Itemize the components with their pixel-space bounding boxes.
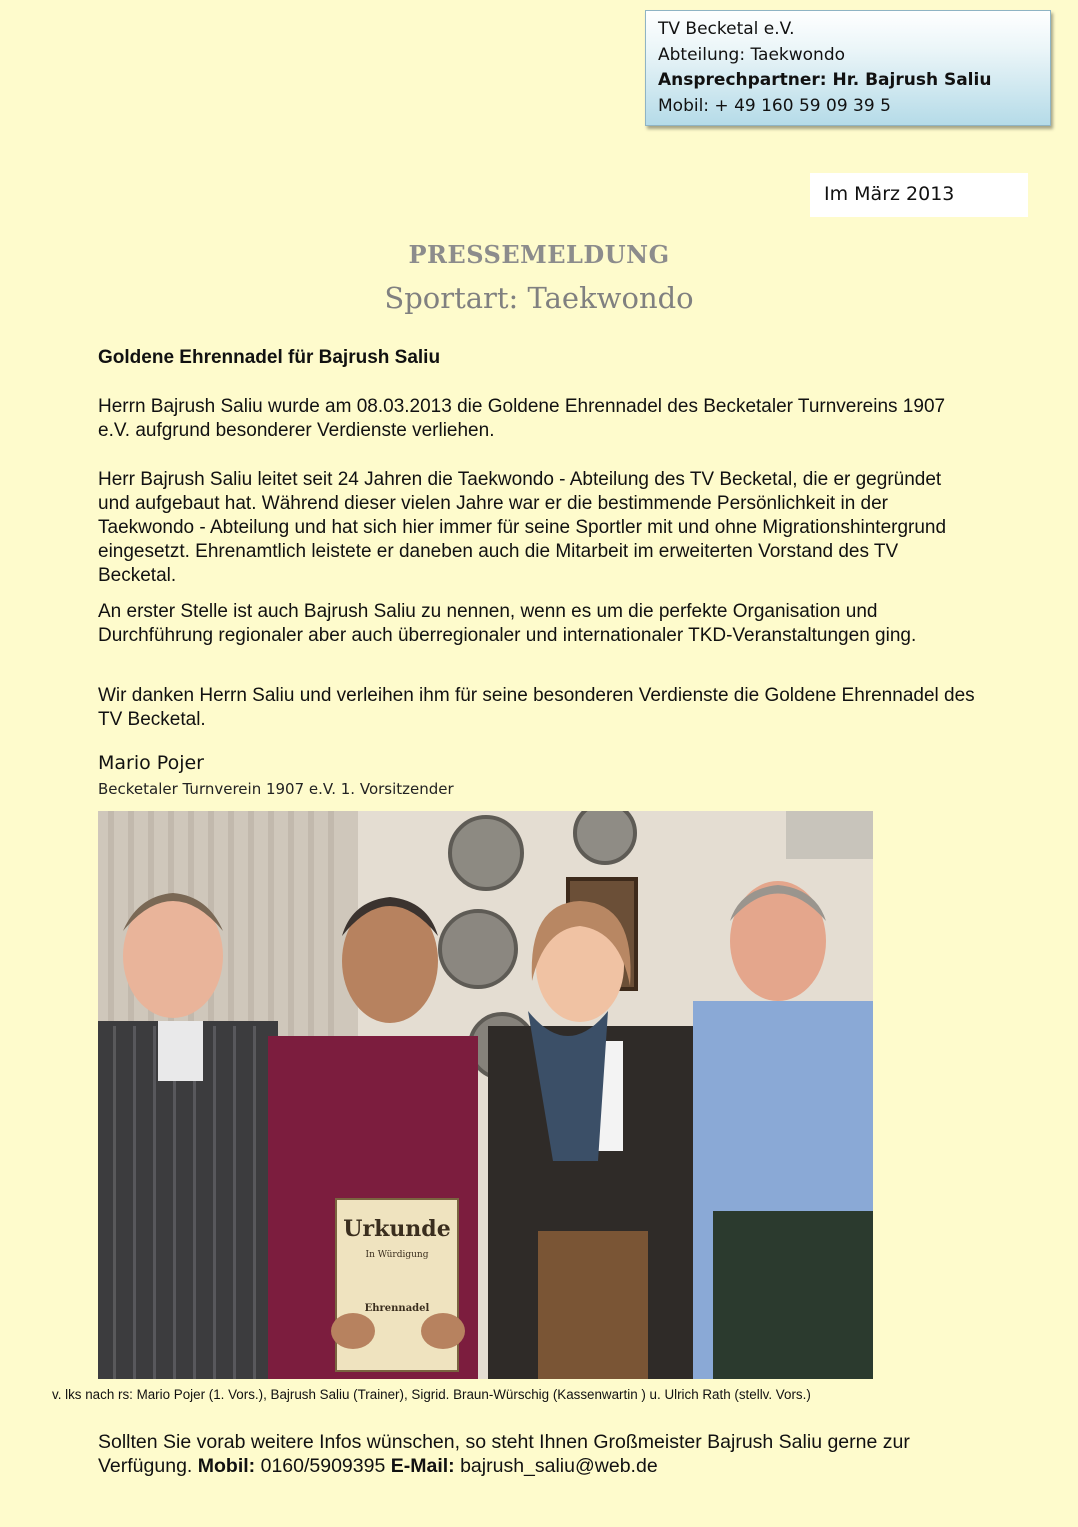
article-paragraph: An erster Stelle ist auch Bajrush Saliu zu nennen, wenn es um die perfekte Organisation und Durchführung regionaler aber auch überregionaler und internationaler TKD-Veranstaltungen ging. bbox=[98, 601, 917, 646]
date-box: Im März 2013 bbox=[810, 173, 1028, 217]
closing-mobile-label: Mobil: bbox=[197, 1455, 256, 1477]
article-paragraph: Wir danken Herrn Saliu und verleihen ihm für seine besonderen Verdienste die Goldene Ehrennadel des TV Becketal. bbox=[98, 685, 975, 730]
contact-org: TV Becketal e.V. bbox=[658, 19, 795, 39]
group-photo-illustration bbox=[98, 811, 873, 1379]
article-paragraph: Herr Bajrush Saliu leitet seit 24 Jahren die Taekwondo - Abteilung des TV Becketal, die er gegründet und aufgebaut hat. Während dieser vielen Jahre war er die bestimmende Persönlichkeit in der Taekwondo - Abteilung und hat sich hier immer für seine Sportler mit und ohne Migrationshintergrund eingesetzt. Ehrenamtlich leistete er daneben auch die Mitarbeit im erweiterten Vorstand des TV Becketal. bbox=[98, 469, 947, 586]
closing-paragraph bbox=[98, 1430, 998, 1478]
closing-text: Sollten Sie vorab weitere Infos wünschen, so steht Ihnen Großmeister Bajrush Saliu gerne zur Verfügung. bbox=[98, 1431, 910, 1477]
photo-caption: v. lks nach rs: Mario Pojer (1. Vors.), Bajrush Saliu (Trainer), Sigrid. Braun-Würschig (Kassenwartin ) u. Ulrich Rath (stellv. Vors.) bbox=[52, 1387, 811, 1402]
article-paragraph: Herrn Bajrush Saliu wurde am 08.03.2013 die Goldene Ehrennadel des Becketaler Turnvereins 1907 e.V. aufgrund besonderer Verdienste verliehen. bbox=[98, 396, 946, 441]
closing-email-value[interactable]: bajrush_saliu@web.de bbox=[460, 1455, 658, 1477]
sport-title: Sportart: Taekwondo bbox=[384, 281, 694, 315]
closing-mobile-value: 0160/5909395 bbox=[260, 1455, 386, 1477]
signer-role: Becketaler Turnverein 1907 e.V. 1. Vorsitzender bbox=[98, 780, 454, 798]
contact-mobile: Mobil: + 49 160 59 09 39 5 bbox=[658, 95, 891, 116]
certificate-title: Urkunde bbox=[343, 1216, 451, 1242]
contact-box bbox=[645, 10, 1051, 126]
contact-person: Ansprechpartner: Hr. Bajrush Saliu bbox=[658, 70, 992, 90]
contact-department: Abteilung: Taekwondo bbox=[658, 44, 846, 65]
group-photo bbox=[98, 811, 873, 1379]
press-release-title: PRESSEMELDUNG bbox=[408, 240, 670, 269]
certificate-award: Ehrennadel bbox=[364, 1303, 430, 1314]
signer-name: Mario Pojer bbox=[98, 752, 204, 774]
certificate-subtitle: In Würdigung bbox=[365, 1250, 429, 1260]
article-headline: Goldene Ehrennadel für Bajrush Saliu bbox=[98, 347, 441, 368]
closing-email-label: E-Mail: bbox=[390, 1455, 455, 1477]
